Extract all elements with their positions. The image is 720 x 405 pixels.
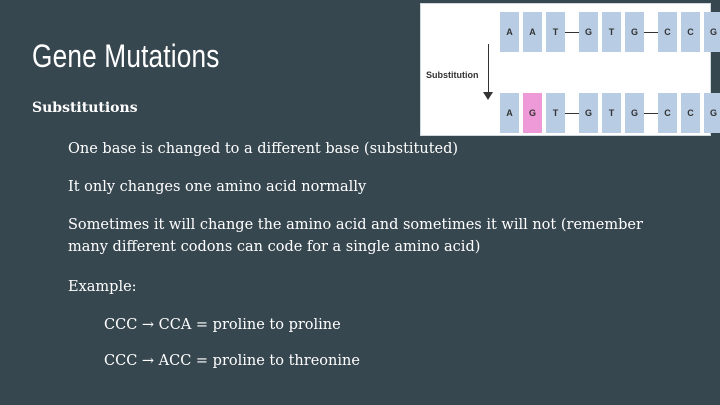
dna-base: A [523, 12, 542, 52]
arrow-line [488, 44, 489, 94]
example-text: CCC → ACC = proline to threonine [104, 353, 360, 369]
example-text: CCC → CCA = proline to proline [104, 317, 341, 333]
dna-base: T [546, 12, 565, 52]
bond-line [565, 113, 579, 114]
bullet-text: One base is changed to a different base (substituted) [68, 141, 459, 157]
slide-title: Gene Mutations [32, 38, 220, 74]
dna-base: A [500, 12, 519, 52]
substitution-diagram [420, 3, 717, 136]
diagram-label: Substitution [426, 70, 479, 80]
dna-base: T [602, 93, 621, 133]
dna-base: G [579, 93, 598, 133]
dna-base: G [579, 12, 598, 52]
dna-base: G [704, 12, 720, 52]
bond-line [644, 113, 658, 114]
dna-base: C [658, 93, 677, 133]
dna-base: C [658, 12, 677, 52]
dna-base: A [500, 93, 519, 133]
substituted-base: G [523, 93, 542, 133]
dna-base: C [681, 12, 700, 52]
dna-base: G [704, 93, 720, 133]
dna-base: G [625, 12, 644, 52]
dna-base: G [625, 93, 644, 133]
dna-base: T [602, 12, 621, 52]
dna-base: C [681, 93, 700, 133]
dna-base: T [546, 93, 565, 133]
bullet-text: Example: [68, 279, 137, 295]
bond-line [565, 32, 579, 33]
section-subheading: Substitutions [32, 100, 138, 116]
bullet-text: It only changes one amino acid normally [68, 179, 367, 195]
bullet-text: Sometimes it will change the amino acid and sometimes it will not (remember many different codons can code for a single amino acid) [68, 217, 643, 255]
bond-line [644, 32, 658, 33]
down-arrow-icon [483, 92, 493, 100]
